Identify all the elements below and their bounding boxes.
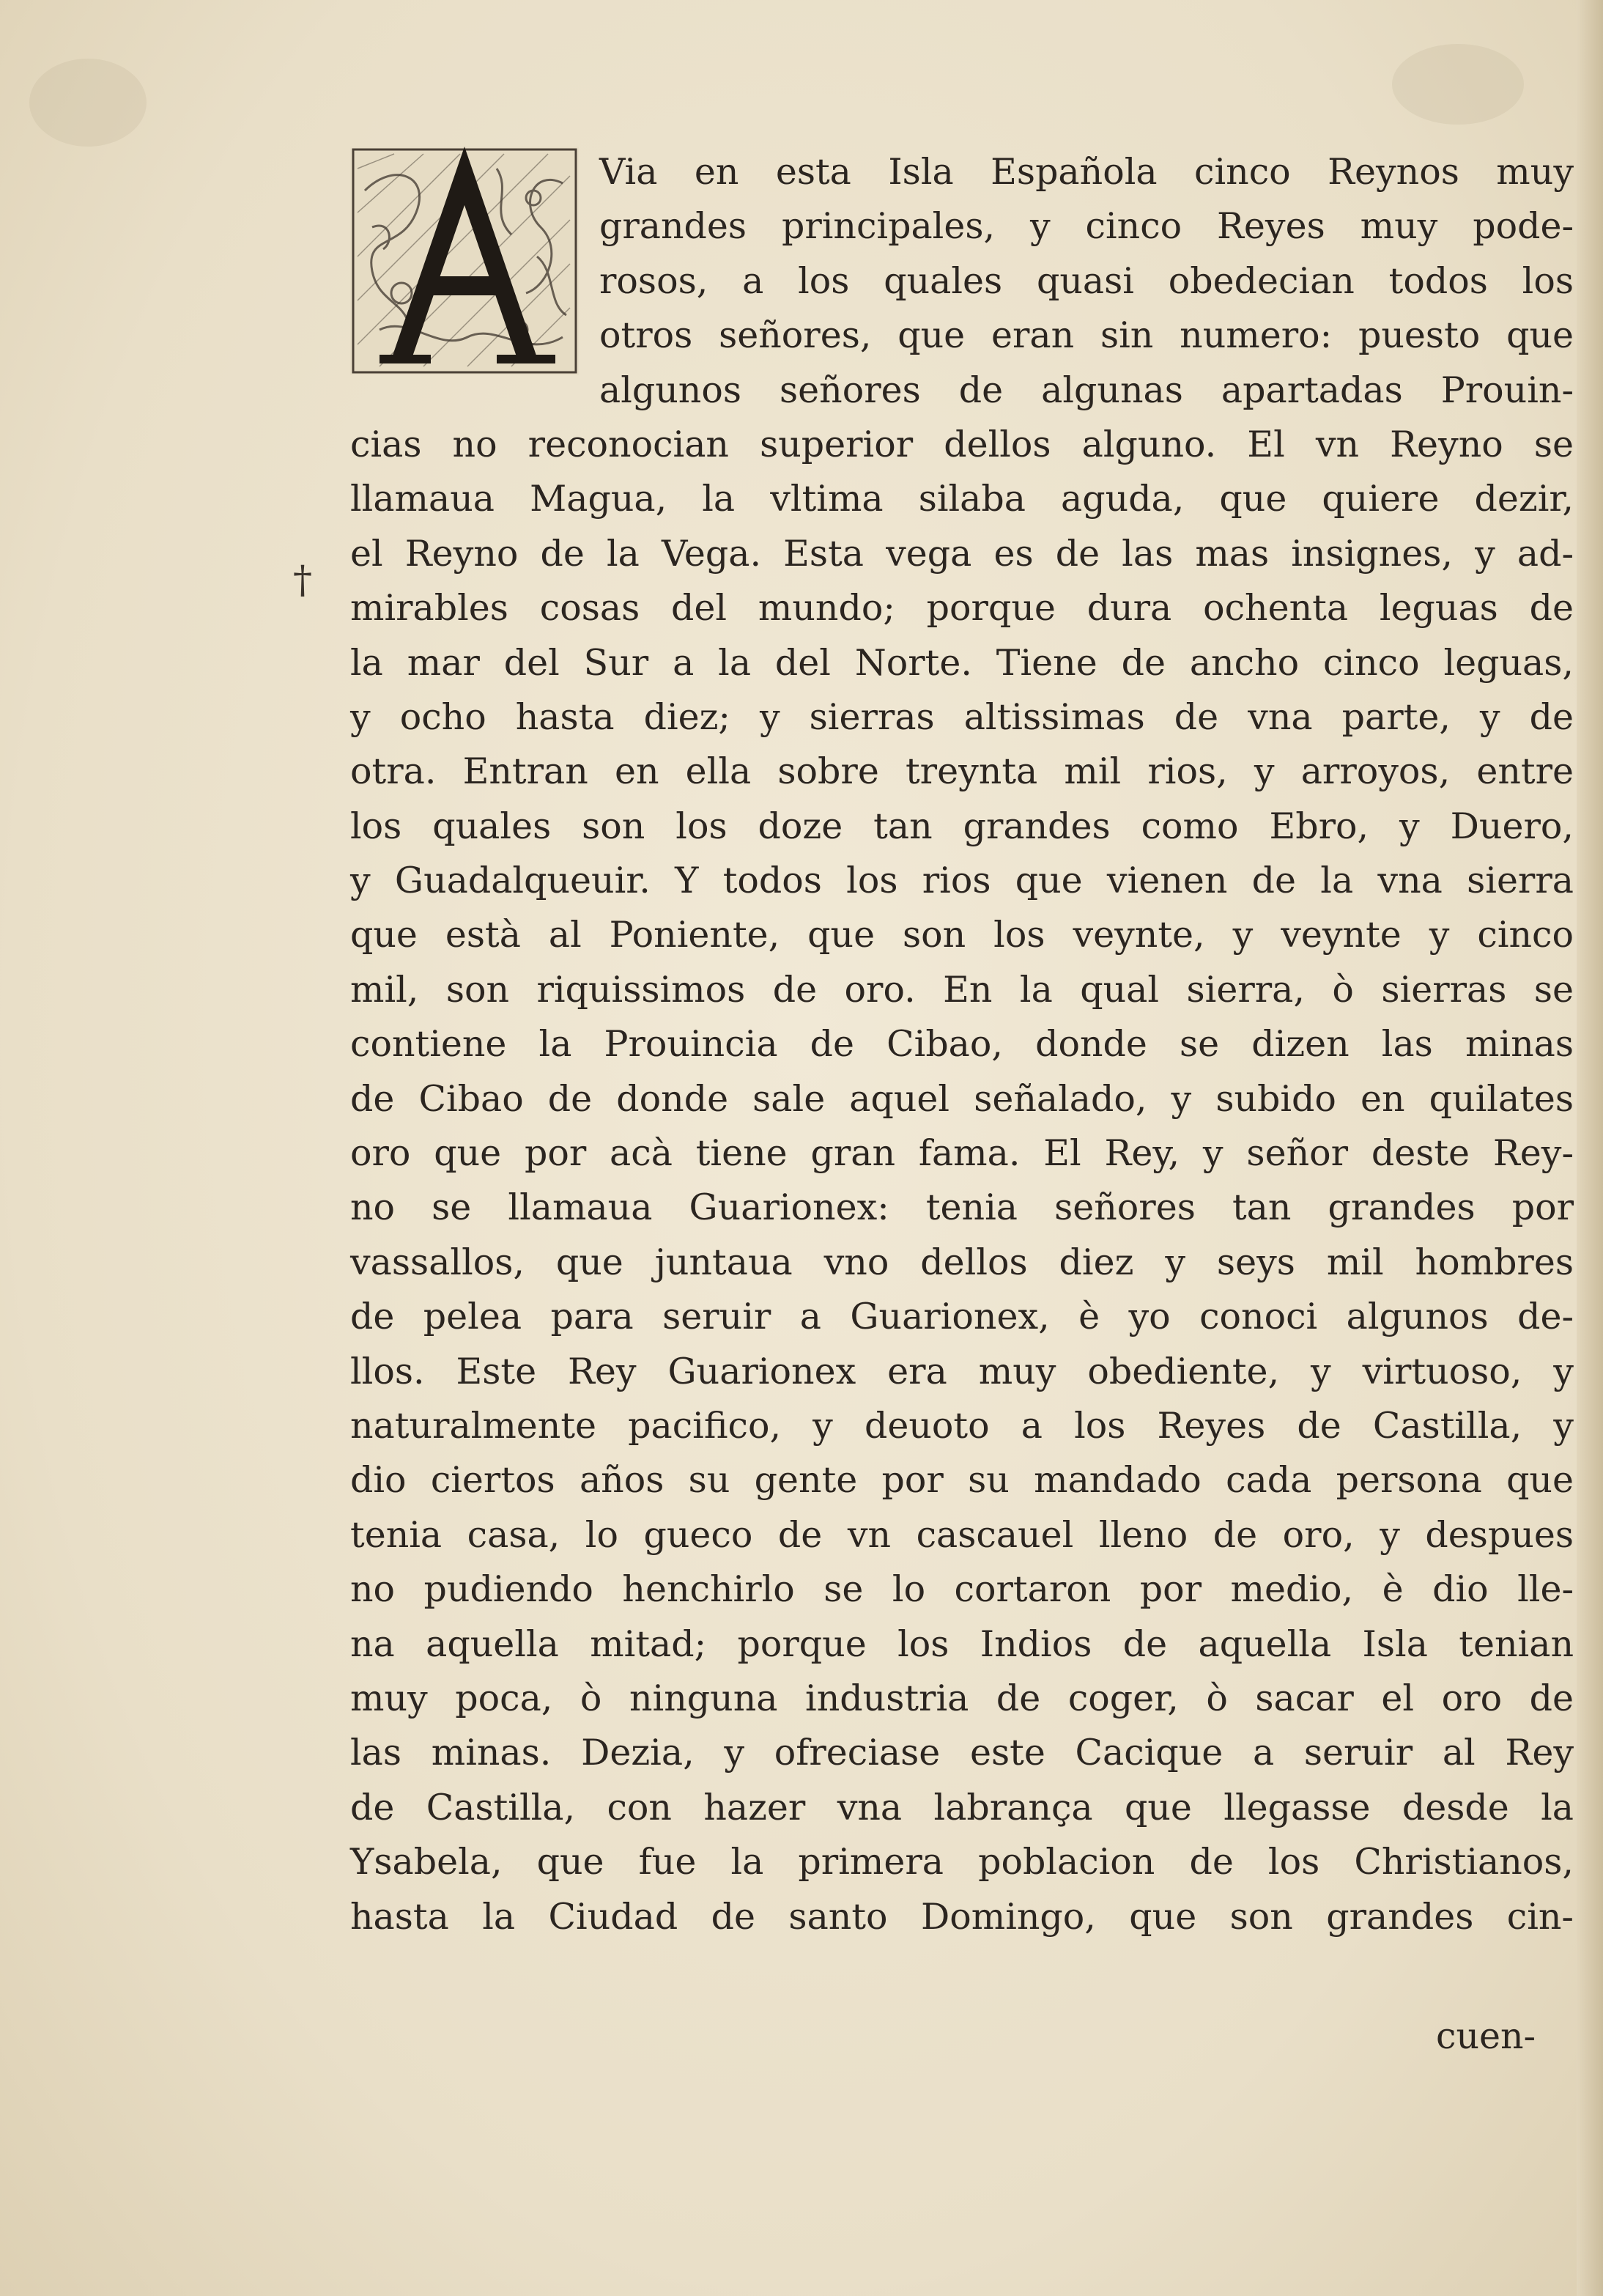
- text-line: cias no reconocian superior dellos alguno. El vn Reyno se: [350, 423, 1574, 465]
- text-line: mirables cosas del mundo; porque dura ochenta leguas de: [350, 587, 1574, 630]
- text-line: vassallos, que juntaua vno dellos diez y seys mil hombres: [350, 1241, 1574, 1283]
- text-line: no pudiendo henchirlo se lo cortaron por medio, è dio lle-: [350, 1568, 1574, 1611]
- text-line: Ysabela, que fue la primera poblacion de los Christianos,: [350, 1841, 1574, 1883]
- text-line: el Reyno de la Vega. Esta vega es de las mas insignes, y ad-: [350, 532, 1574, 575]
- text-line: algunos señores de algunas apartadas Prouin-: [599, 369, 1574, 411]
- text-line: dio ciertos años su gente por su mandado cada persona que: [350, 1459, 1574, 1502]
- text-line: llos. Este Rey Guarionex era muy obediente, y virtuoso, y: [350, 1350, 1574, 1392]
- text-line: llamaua Magua, la vltima silaba aguda, que quiere dezir,: [350, 478, 1574, 520]
- text-line: oro que por acà tiene gran fama. El Rey, y señor deste Rey-: [350, 1132, 1574, 1175]
- text-line: de Cibao de donde sale aquel señalado, y subido en quilates: [350, 1077, 1574, 1120]
- paper-stain: [1392, 44, 1524, 125]
- text-line: muy poca, ò ninguna industria de coger, ò sacar el oro de: [350, 1677, 1574, 1719]
- text-line: que està al Poniente, que son los veynte, y veynte y cinco: [350, 914, 1574, 956]
- margin-dagger-mark: †: [293, 558, 312, 602]
- text-line: no se llamaua Guarionex: tenia señores tan grandes por: [350, 1186, 1574, 1229]
- text-line: hasta la Ciudad de santo Domingo, que son grandes cin-: [350, 1895, 1574, 1938]
- text-line: de pelea para seruir a Guarionex, è yo conoci algunos de-: [350, 1296, 1574, 1338]
- text-line: grandes principales, y cinco Reyes muy pode-: [599, 205, 1574, 248]
- text-line: las minas. Dezia, y ofreciase este Cacique a seruir al Rey: [350, 1732, 1574, 1774]
- text-line: la mar del Sur a la del Norte. Tiene de ancho cinco leguas,: [350, 641, 1574, 684]
- text-line: Via en esta Isla Española cinco Reynos muy: [599, 151, 1574, 193]
- text-line: y ocho hasta diez; y sierras altissimas de vna parte, y de: [350, 695, 1574, 738]
- text-line: otros señores, que eran sin numero: puesto que: [599, 314, 1574, 357]
- text-line: otra. Entran en ella sobre treynta mil rios, y arroyos, entre: [350, 750, 1574, 793]
- text-line: mil, son riquissimos de oro. En la qual sierra, ò sierras se: [350, 968, 1574, 1011]
- text-line: contiene la Prouincia de Cibao, donde se dizen las minas: [350, 1023, 1574, 1066]
- text-line: y Guadalqueuir. Y todos los rios que vienen de la vna sierra: [350, 860, 1574, 902]
- page-edge: [1577, 0, 1603, 2296]
- text-line: los quales son los doze tan grandes como Ebro, y Duero,: [350, 805, 1574, 847]
- body-text: [350, 145, 1574, 1944]
- paper-stain: [29, 59, 147, 147]
- catchword: cuen-: [1436, 2015, 1536, 2057]
- text-line: na aquella mitad; porque los Indios de aquella Isla tenian: [350, 1623, 1574, 1665]
- text-line: naturalmente pacifico, y deuoto a los Reyes de Castilla, y: [350, 1404, 1574, 1447]
- text-line: tenia casa, lo gueco de vn cascauel lleno de oro, y despues: [350, 1513, 1574, 1556]
- text-line: de Castilla, con hazer vna labrança que llegasse desde la: [350, 1786, 1574, 1828]
- text-line: rosos, a los quales quasi obedecian todos los: [599, 259, 1574, 302]
